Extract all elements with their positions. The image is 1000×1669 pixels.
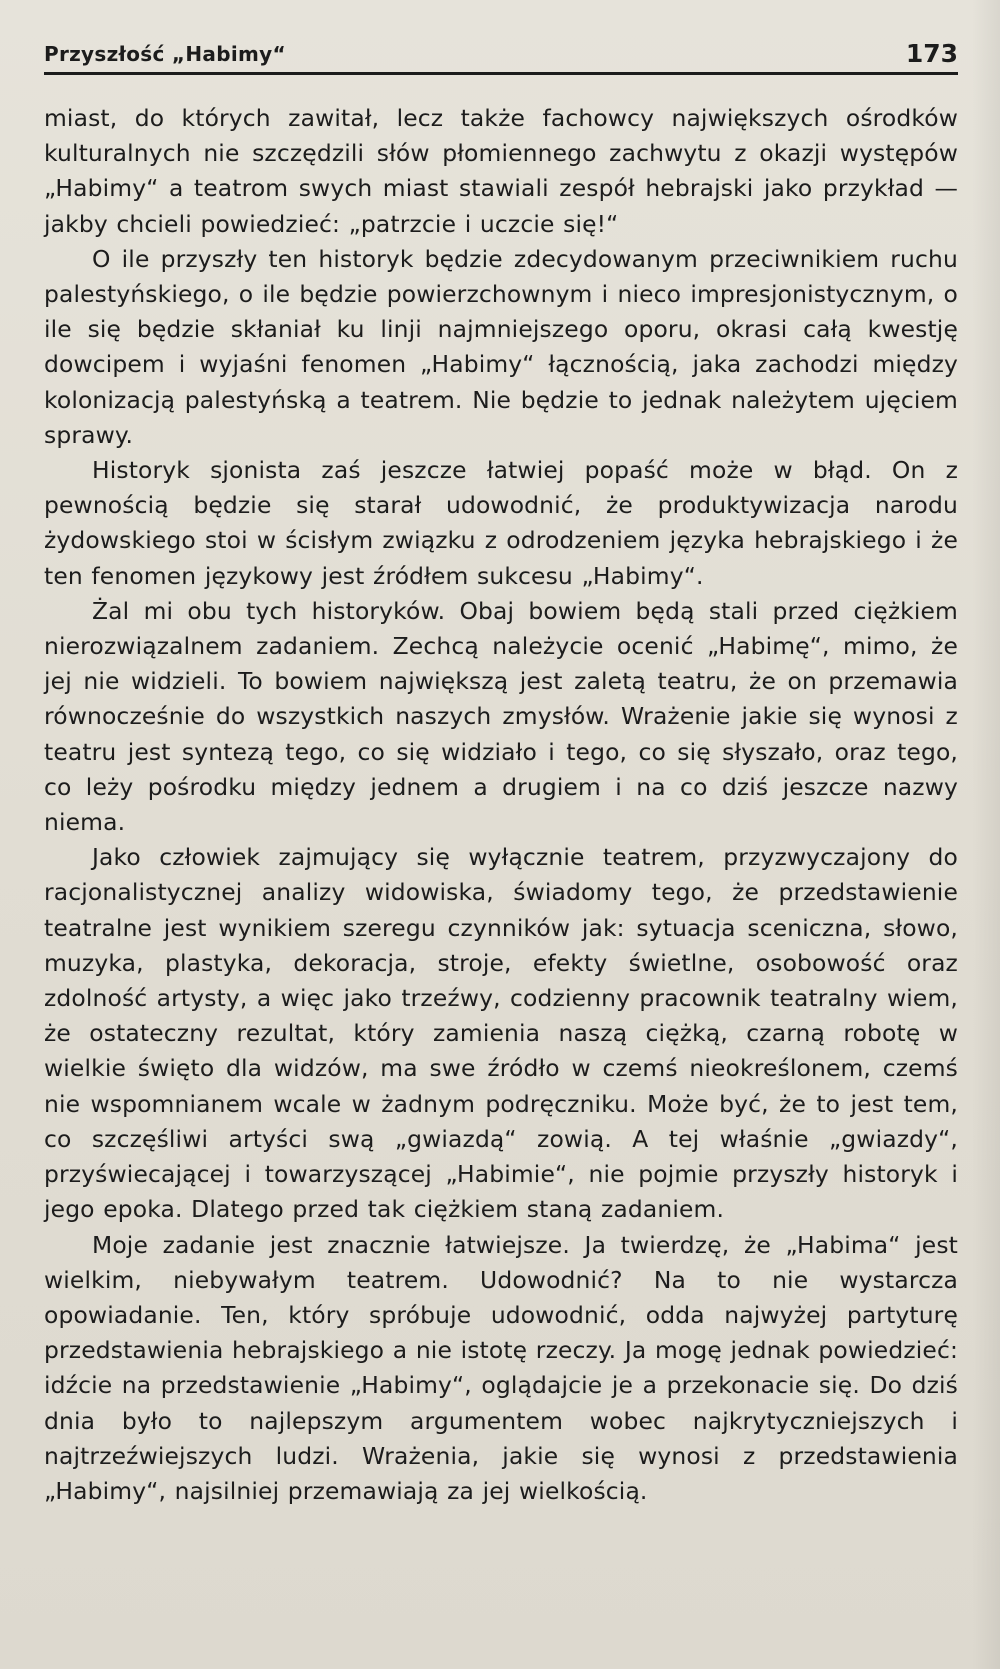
running-head [44, 34, 958, 66]
paragraph-3: Historyk sjonista zaś jeszcze łatwiej popaść może w błąd. On z pewnością będzie się starał udowodnić, że produktywizacja narodu żydowskiego stoi w ścisłym związku z odrodzeniem języka hebrajskiego i że ten fenomen językowy jest źródłem sukcesu „Habimy“. [44, 456, 958, 590]
paragraph-2: O ile przyszły ten historyk będzie zdecydowanym przeciwnikiem ruchu palestyńskiego, o ile będzie powierzchownym i nieco impresjonistycznym, o ile się będzie skłaniał ku linji najmniejszego oporu, okrasi całą kwestję dowcipem i wyjaśni fenomen „Habimy“ łącznością, jaka zachodzi między kolonizacją palestyńską a teatrem. Nie będzie to jednak należytem ujęciem sprawy. [44, 244, 958, 449]
paragraph-4: Żal mi obu tych historyków. Obaj bowiem będą stali przed ciężkiem nierozwiązalnem zadaniem. Zechcą należycie ocenić „Habimę“, mimo, że jej nie widzieli. To bowiem największą jest zaletą teatru, że on przemawia równocześnie do wszystkich naszych zmysłów. Wrażenie jakie się wynosi z teatru jest syntezą tego, co się widziało i tego, co się słyszało, oraz tego, co leży pośrodku między jednem a drugiem i na co dziś jeszcze nazwy niema. [44, 596, 958, 837]
running-title: Przyszłość „Habimy“ [44, 42, 286, 66]
paragraph-5: Jako człowiek zajmujący się wyłącznie teatrem, przyzwyczajony do racjonalistycznej analizy widowiska, świadomy tego, że przedstawienie teatralne jest wynikiem szeregu czynników jak: sytuacja sceniczna, słowo, muzyka, plastyka, dekoracja, stroje, efekty świetlne, osobowość oraz zdolność artysty, a więc jako trzeźwy, codzienny pracownik teatralny wiem, że ostateczny rezultat, który zamienia naszą ciężką, czarną robotę w wielkie święto dla widzów, ma swe źródło w czemś nieokreślonem, czemś nie wspomnianem wcale w żadnym podręczniku. Może być, że to jest tem, co szczęśliwi artyści swą „gwiazdą“ zowią. A tej właśnie „gwiazdy“, przyświecającej i towarzyszącej „Habimie“, nie pojmie przyszły historyk i jego epoka. Dlatego przed tak ciężkiem staną zadaniem. [44, 843, 958, 1224]
page-edge-shadow [972, 0, 1000, 1669]
header-rule [44, 72, 958, 75]
body-text [44, 101, 958, 1509]
paragraph-1: miast, do których zawitał, lecz także fachowcy największych ośrodków kulturalnych nie szczędzili słów płomiennego zachwytu z okazji występów „Habimy“ a teatrom swych miast stawiali zespół hebrajski jako przykład — jakby chcieli powiedzieć: „patrzcie i uczcie się!“ [44, 104, 958, 238]
page-number: 173 [905, 39, 958, 68]
paragraph-6: Moje zadanie jest znacznie łatwiejsze. Ja twierdzę, że „Habima“ jest wielkim, niebywałym teatrem. Udowodnić? Na to nie wystarcza opowiadanie. Ten, który spróbuje udowodnić, odda najwyżej partyturę przedstawienia hebrajskiego a nie istotę rzeczy. Ja mogę jednak powiedzieć: idźcie na przedstawienie „Habimy“, oglądajcie je a przekonacie się. Do dziś dnia było to najlepszym argumentem wobec najkrytyczniejszych i najtrzeźwiejszych ludzi. Wrażenia, jakie się wynosi z przedstawienia „Habimy“, najsilniej przemawiają za jej wielkością. [44, 1230, 958, 1505]
